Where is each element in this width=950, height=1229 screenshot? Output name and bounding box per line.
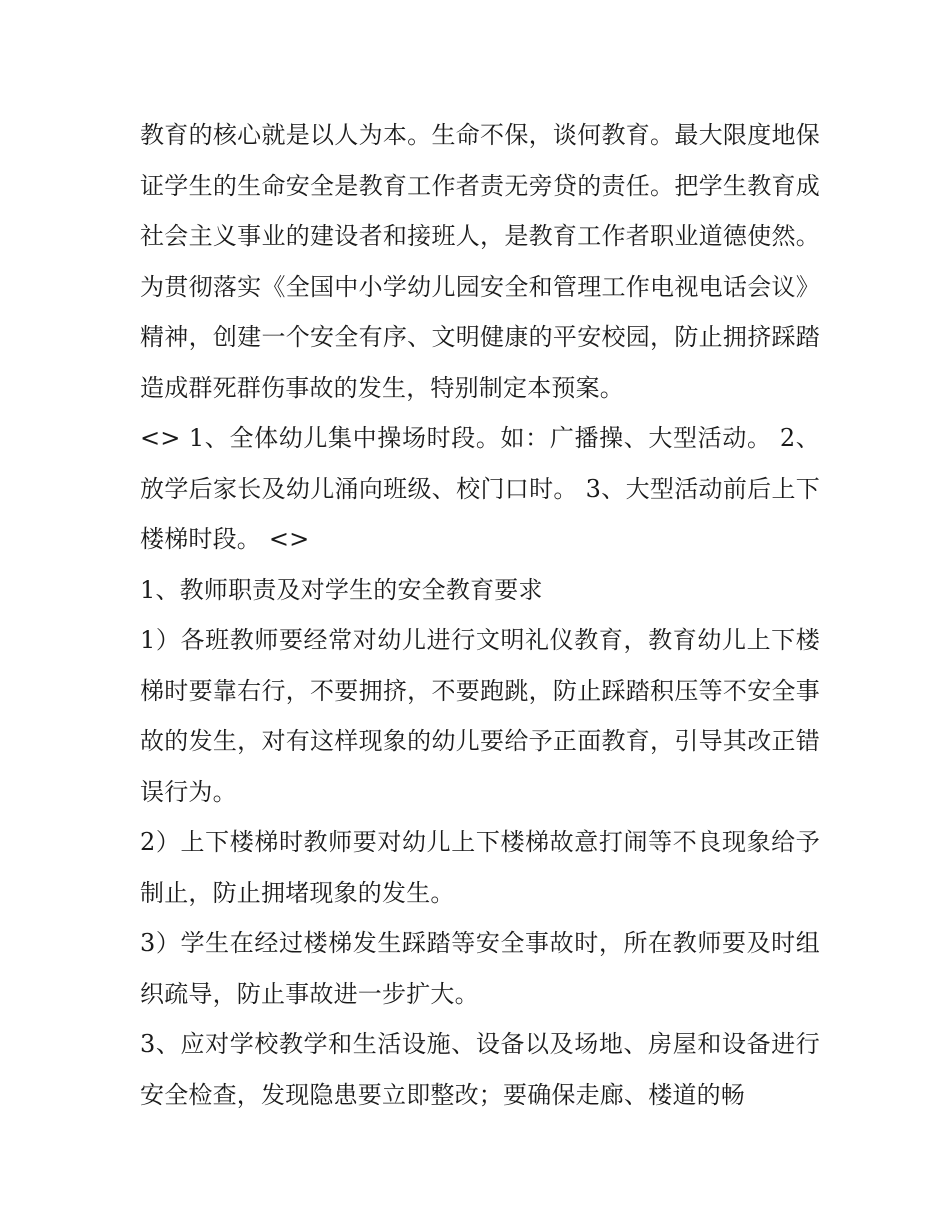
paragraph-section-3: 3、应对学校教学和生活设施、设备以及场地、房屋和设备进行安全检查，发现隐患要立即整改；要确保走廊、楼道的畅: [140, 1030, 820, 1109]
document-body: [140, 110, 820, 1120]
paragraph-time-periods: <> 1、全体幼儿集中操场时段。如：广播操、大型活动。 2、放学后家长及幼儿涌向班级、校门口时。 3、大型活动前后上下楼梯时段。 <>: [140, 424, 820, 553]
section-heading-teacher-duties: 1、教师职责及对学生的安全教育要求: [140, 575, 543, 604]
paragraph-item-1: 1）各班教师要经常对幼儿进行文明礼仪教育，教育幼儿上下楼梯时要靠右行，不要拥挤，不要跑跳，防止踩踏积压等不安全事故的发生，对有这样现象的幼儿要给予正面教育，引导其改正错误行为。: [140, 626, 820, 806]
paragraph-item-2: 2）上下楼梯时教师要对幼儿上下楼梯故意打闹等不良现象给予制止，防止拥堵现象的发生。: [140, 828, 820, 907]
paragraph-intro: 教育的核心就是以人为本。生命不保，谈何教育。最大限度地保证学生的生命安全是教育工作者责无旁贷的责任。把学生教育成社会主义事业的建设者和接班人，是教育工作者职业道德使然。为贯彻落实《全国中小学幼儿园安全和管理工作电视电话会议》精神，创建一个安全有序、文明健康的平安校园，防止拥挤踩踏造成群死群伤事故的发生，特别制定本预案。: [140, 121, 820, 402]
paragraph-item-3: 3）学生在经过楼梯发生踩踏等安全事故时，所在教师要及时组织疏导，防止事故进一步扩大。: [140, 929, 820, 1008]
